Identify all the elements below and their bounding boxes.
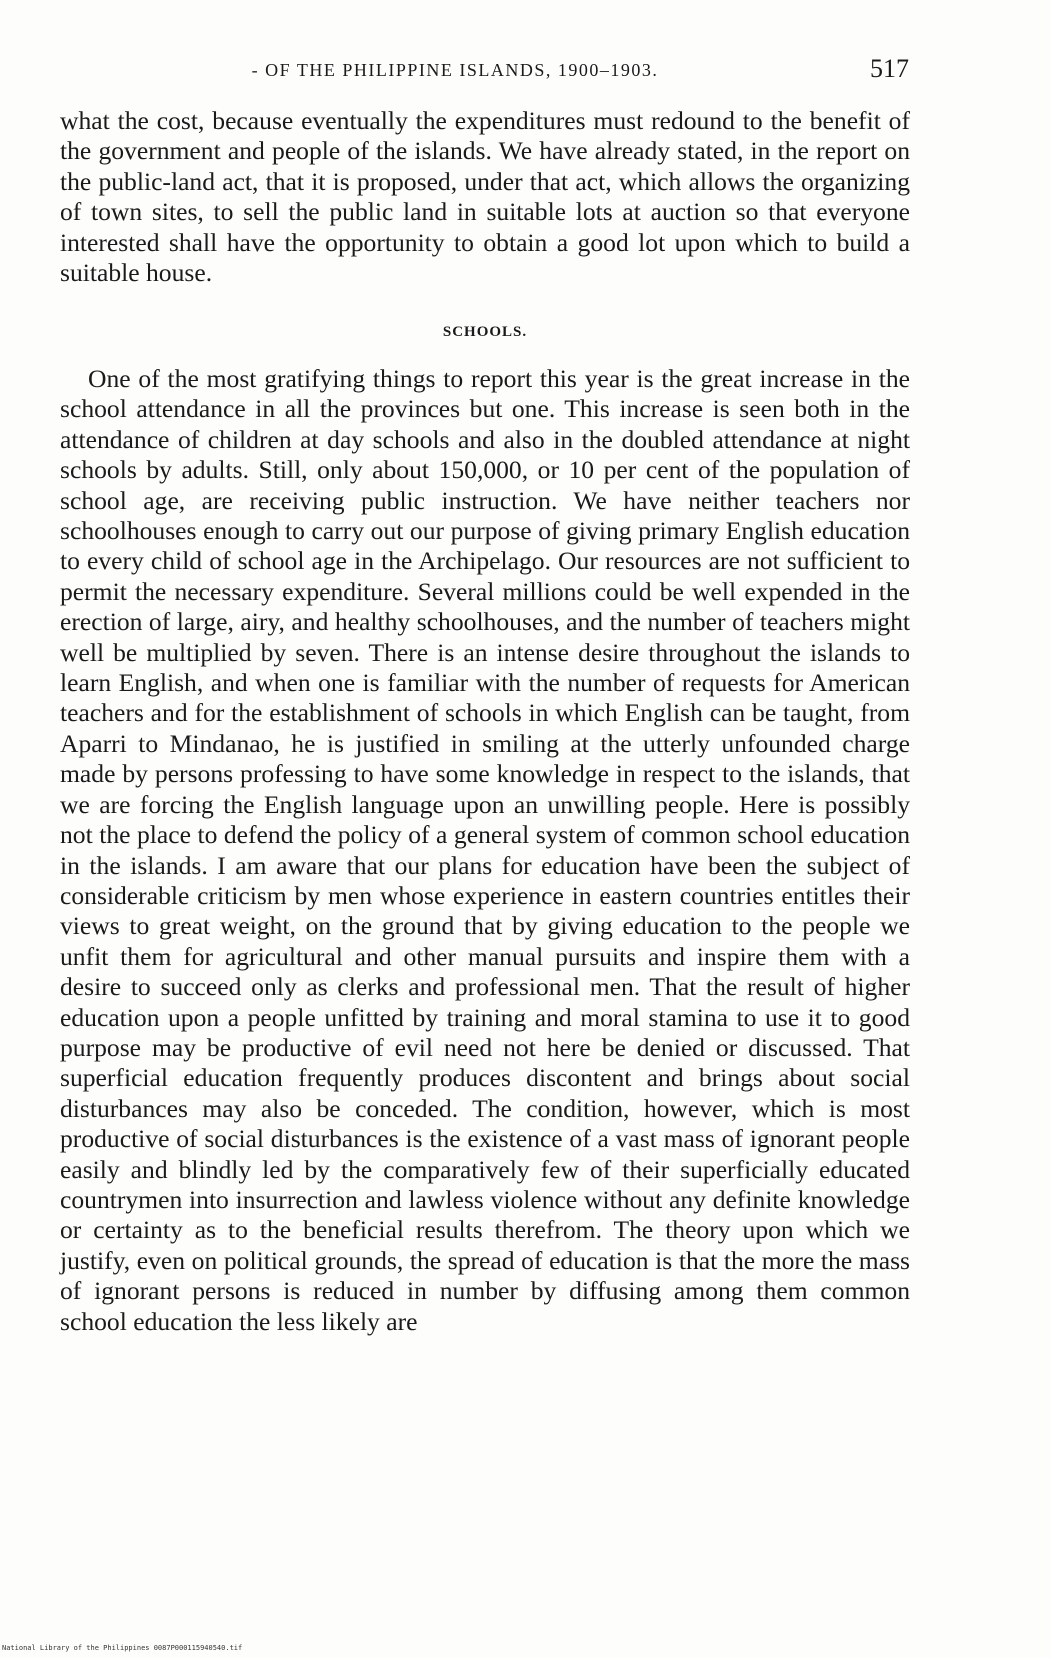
section-heading-schools: SCHOOLS. [442,324,528,340]
running-head: - OF THE PHILIPPINE ISLANDS, 1900–1903. [251,60,659,80]
intro-paragraph: what the cost, because eventually the expenditures must redound to the benefit of the government and people of the islands. We have already stated, in the report on the public-land act, that it is proposed, under that act, which allows the organizing of town sites, to sell the public land in suitable lots at auction so that everyone interested shall have the opportunity to obtain a good lot upon which to build a suitable house. [60,106,910,288]
schools-paragraph: One of the most gratifying things to report this year is the great increase in the school attendance in all the provinces but one. This increase is seen both in the attendance of children at day schools and also in the doubled attendance at night schools by adults. Still, only about 150,000, or 10 per cent of the population of school age, are receiving public instruction. We have neither teachers nor schoolhouses enough to carry out our purpose of giving primary English education to every child of school age in the Archipelago. Our resources are not sufficient to permit the necessary expenditure. Several millions could be well expended in the erection of large, airy, and healthy schoolhouses, and the number of teachers might well be multiplied by seven. There is an intense desire throughout the islands to learn English, and when one is familiar with the number of requests for American teachers and for the establishment of schools in which English can be taught, from Aparri to Mindanao, he is justified in smiling at the utterly unfounded charge made by persons professing to have some knowledge in respect to the islands, that we are forcing the English language upon an unwilling people. Here is possibly not the place to defend the policy of a general system of common school education in the islands. I am aware that our plans for education have been the subject of considerable criticism by men whose experience in eastern countries entitles their views to great weight, on the ground that by giving education to the people we unfit them for agricultural and other manual pursuits and inspire them with a desire to succeed only as clerks and professional men. That the result of higher education upon a people unfitted by training and moral stamina to use it to good purpose may be productive of evil need not here be denied or discussed. That superficial education frequently produces discontent and brings about social disturbances may also be conceded. The condition, however, which is most productive of social disturbances is the existence of a vast mass of ignorant people easily and blindly led by the comparatively few of their superficially educated countrymen into insurrection and lawless violence without any definite knowledge or certainty as to the beneficial results therefrom. The theory upon which we justify, even on political grounds, the spread of education is that the more the mass of ignorant persons is reduced in number by diffusing among them common school education the less likely are [60,364,910,1336]
page-number: 517 [870,54,909,83]
scan-credit-footer: National Library of the Philippines 0087P000115940540.tif [2,1644,243,1652]
